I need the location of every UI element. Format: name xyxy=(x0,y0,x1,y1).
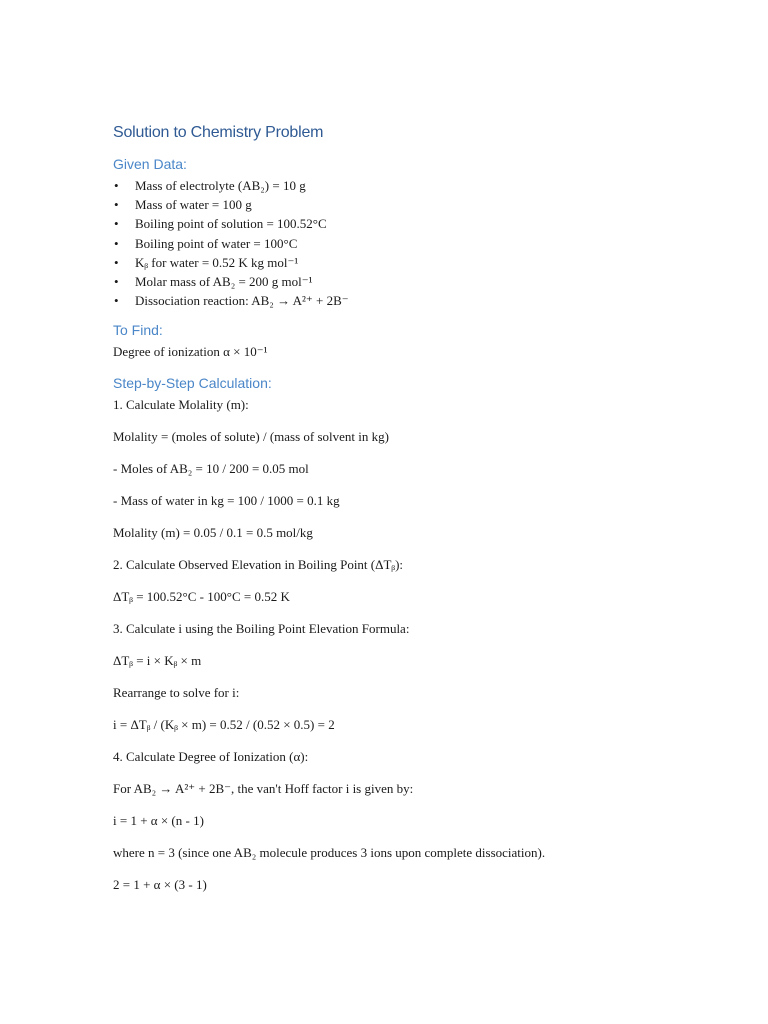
step-line: Molality = (moles of solute) / (mass of solvent in kg) xyxy=(113,429,389,445)
step-line: 3. Calculate i using the Boiling Point Elevation Formula: xyxy=(113,621,410,637)
list-item: • Kᵦ for water = 0.52 K kg mol⁻¹ xyxy=(113,253,713,272)
list-item: • Mass of water = 100 g xyxy=(113,195,713,214)
to-find-heading: To Find: xyxy=(113,322,163,339)
bullet-icon: • xyxy=(114,178,119,193)
step-line: where n = 3 (since one AB₂ molecule produces 3 ions upon complete dissociation). xyxy=(113,845,546,861)
step-line: i = ΔTᵦ / (Kᵦ × m) = 0.52 / (0.52 × 0.5) = 2 xyxy=(113,717,335,733)
step-line: 2. Calculate Observed Elevation in Boiling Point (ΔTᵦ): xyxy=(113,557,404,573)
bullet-icon: • xyxy=(114,235,119,251)
step-line: - Mass of water in kg = 100 / 1000 = 0.1 kg xyxy=(113,493,340,509)
step-line: Molality (m) = 0.05 / 0.1 = 0.5 mol/kg xyxy=(113,525,313,541)
bullet-icon: • xyxy=(114,274,119,290)
step-line: 4. Calculate Degree of Ionization (α): xyxy=(113,749,309,765)
list-item: • Molar mass of AB₂ = 200 g mol⁻¹ xyxy=(113,272,713,291)
step-line: For AB₂ → A²⁺ + 2B⁻, the van't Hoff factor i is given by: xyxy=(113,781,414,797)
to-find-text: Degree of ionization α × 10⁻¹ xyxy=(113,344,268,360)
step-line: 1. Calculate Molality (m): xyxy=(113,397,249,413)
step-line: ΔTᵦ = 100.52°C - 100°C = 0.52 K xyxy=(113,589,290,605)
given-data-heading: Given Data: xyxy=(113,156,187,172)
list-item: • Dissociation reaction: AB₂ → A²⁺ + 2B⁻ xyxy=(113,291,713,310)
list-item: • Mass of electrolyte (AB₂) = 10 g xyxy=(113,176,713,195)
list-item: • Boiling point of solution = 100.52°C xyxy=(113,214,713,233)
bullet-icon: • xyxy=(114,293,119,309)
list-item: • Boiling point of water = 100°C xyxy=(113,234,713,253)
step-line: Rearrange to solve for i: xyxy=(113,685,240,701)
bullet-icon: • xyxy=(114,197,119,213)
document-page xyxy=(113,124,713,907)
step-line: i = 1 + α × (n - 1) xyxy=(113,813,204,829)
given-data-list xyxy=(113,176,713,310)
bullet-icon: • xyxy=(114,216,119,232)
step-line: 2 = 1 + α × (3 - 1) xyxy=(113,877,207,893)
step-line: - Moles of AB₂ = 10 / 200 = 0.05 mol xyxy=(113,461,309,477)
bullet-icon: • xyxy=(114,254,119,270)
steps-heading: Step-by-Step Calculation: xyxy=(113,375,272,392)
step-line: ΔTᵦ = i × Kᵦ × m xyxy=(113,653,202,669)
document-title: Solution to Chemistry Problem xyxy=(113,124,324,141)
